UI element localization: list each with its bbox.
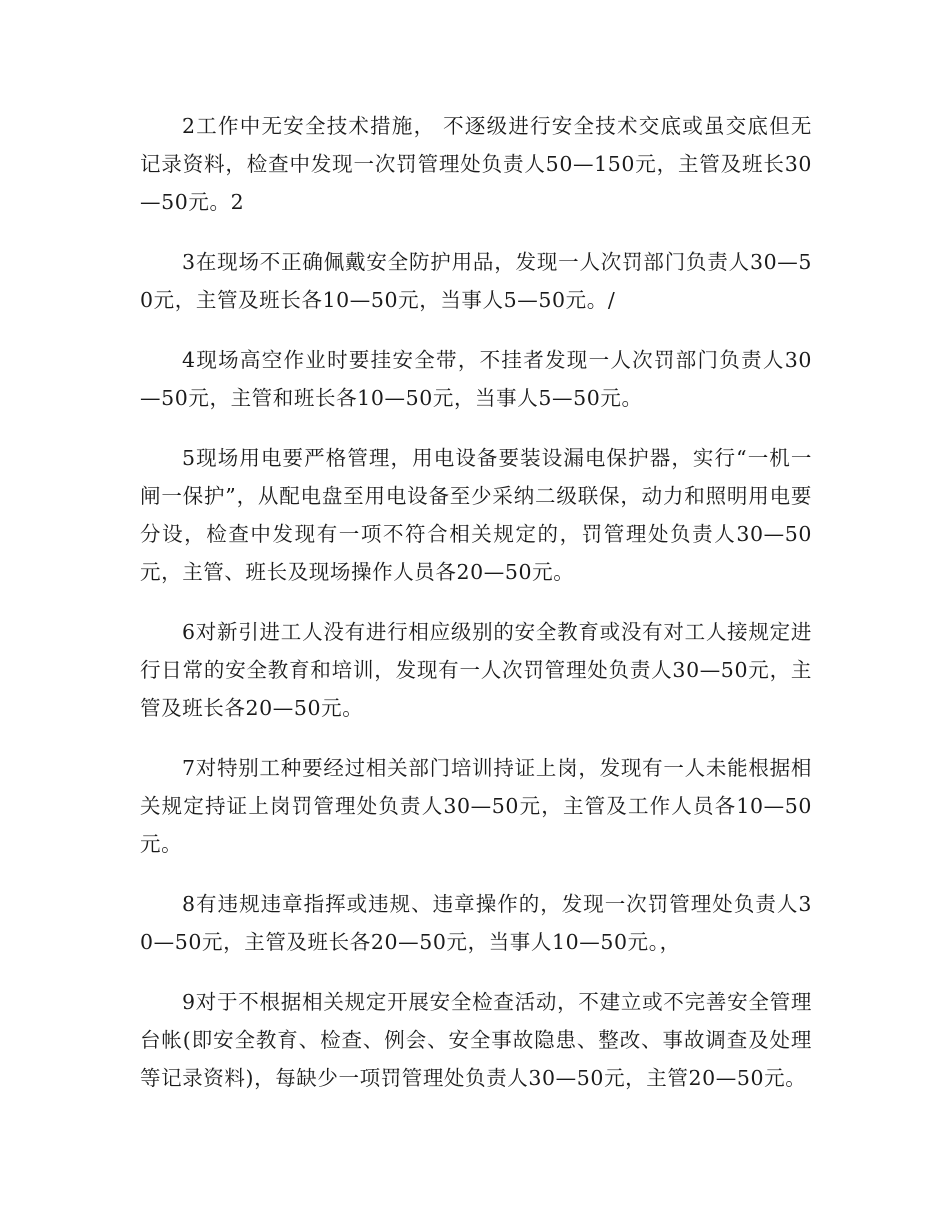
paragraph-item-6: 6对新引进工人没有进行相应级别的安全教育或没有对工人接规定进行日常的安全教育和培训，发现有一人次罚管理处负责人30—50元，主管及班长各20—50元。 [140,620,812,720]
paragraph-item-5: 5现场用电要严格管理，用电设备要装设漏电保护器，实行“一机一闸一保护”，从配电盘至用电设备至少采纳二级联保，动力和照明用电要分设，检查中发现有一项不符合相关规定的，罚管理处负责人30—50元，主管、班长及现场操作人员各20—50元。 [140,446,812,584]
document-body [140,107,812,1119]
paragraph-item-8: 8有违规违章指挥或违规、违章操作的，发现一次罚管理处负责人30—50元，主管及班长各20—50元，当事人10—50元。， [140,892,812,954]
paragraph-item-3: 3在现场不正确佩戴安全防护用品，发现一人次罚部门负责人30—50元，主管及班长各10—50元，当事人5—50元。/ [140,250,812,312]
paragraph-item-2: 2工作中无安全技术措施， 不逐级进行安全技术交底或虽交底但无记录资料，检查中发现一次罚管理处负责人50—150元，主管及班长30—50元。2 [140,114,812,214]
paragraph-item-4: 4现场高空作业时要挂安全带，不挂者发现一人次罚部门负责人30—50元，主管和班长各10—50元，当事人5—50元。 [140,348,812,410]
paragraph-item-9: 9对于不根据相关规定开展安全检查活动，不建立或不完善安全管理台帐(即安全教育、检查、例会、安全事故隐患、整改、事故调查及处理等记录资料)，每缺少一项罚管理处负责人30—50元，主管20—50元。 [140,990,812,1090]
paragraph-item-7: 7对特别工种要经过相关部门培训持证上岗，发现有一人未能根据相关规定持证上岗罚管理处负责人30—50元，主管及工作人员各10—50元。 [140,756,812,856]
